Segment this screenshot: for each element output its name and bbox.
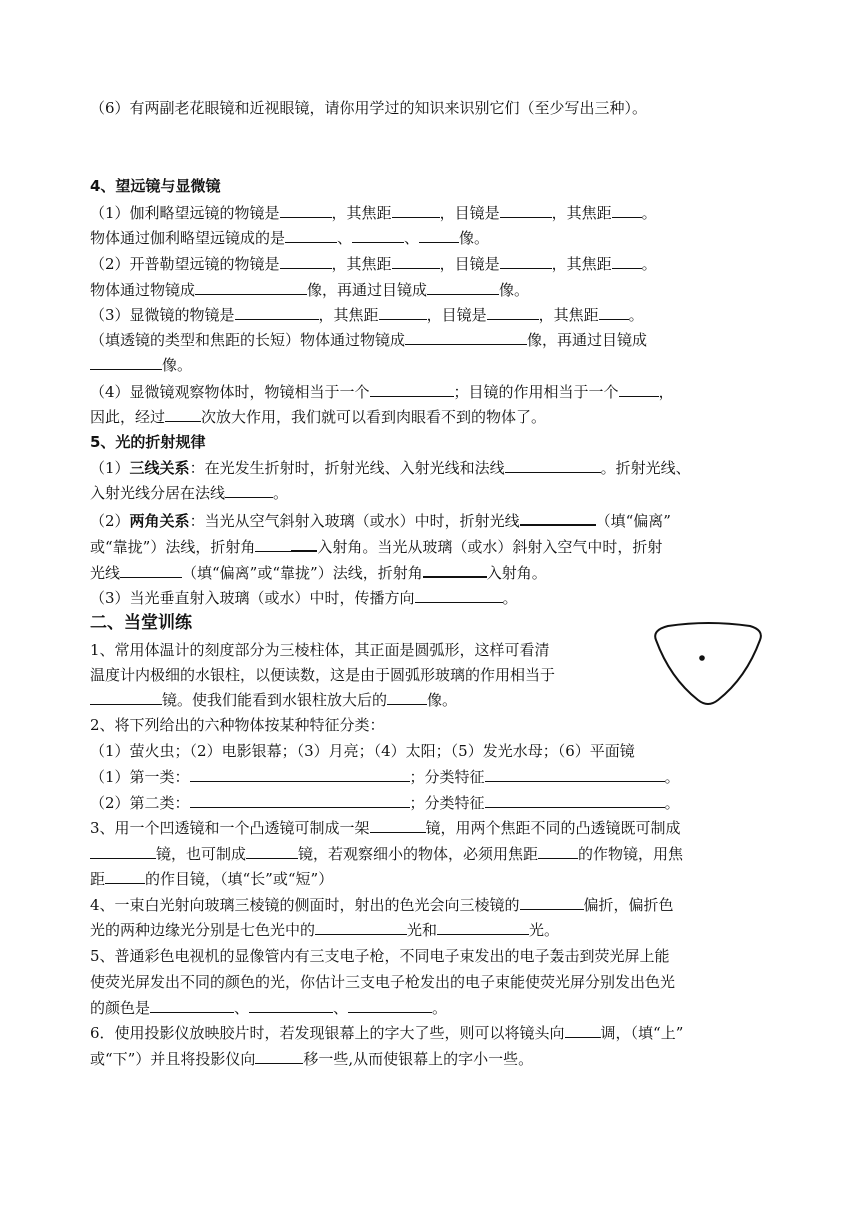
s5-line-3: （2）两角关系：当光从空气斜射入玻璃（或水）中时，折射光线 （填“偏离” <box>90 512 671 530</box>
t5-line-3: 的颜色是 、 、 。 <box>90 999 448 1017</box>
s4-line-8: （4）显微镜观察物体时，物镜相当于一个 ；目镜的作用相当于一个 ， <box>90 383 674 401</box>
t6-line-2: 或“下”）并且将投影仪向 移一些,从而使银幕上的字小一些。 <box>90 1050 534 1068</box>
t3-line-1: 3、用一个凹透镜和一个凸透镜可制成一架 镜，用两个焦距不同的凸透镜既可制成 <box>90 819 681 837</box>
t1-line-2: 温度计内极细的水银柱，以便读数，这是由于圆弧形玻璃的作用相当于 <box>90 666 556 684</box>
s4-line-7: 像。 <box>90 355 770 375</box>
t3-line-2: 镜，也可制成 镜，若观察细小的物体，必须用焦距 的作物镜，用焦 <box>90 844 770 864</box>
s4-line-6: （填透镜的类型和焦距的长短）物体通过物镜成 像，再通过目镜成 <box>90 331 648 349</box>
s4-line-9: 因此，经过 次放大作用，我们就可以看到肉眼看不到的物体了。 <box>90 408 547 426</box>
s4-line-3: （2）开普勒望远镜的物镜是 ，其焦距 ，目镜是 ，其焦距 。 <box>90 255 657 273</box>
t4-line-2: 光的两种边缘光分别是七色光中的 光和 光。 <box>90 921 560 939</box>
section-5-title: 5、光的折射规律 <box>90 433 206 451</box>
t5-line-1: 5、普通彩色电视机的显像管内有三支电子枪，不同电子束发出的电子轰击到荧光屏上能 <box>90 947 670 965</box>
t6-line-1: 6．使用投影仪放映胶片时，若发现银幕上的字大了些，则可以将镜头向 调，（填“上” <box>90 1024 684 1042</box>
t2-line-4: （2）第二类： ；分类特征 。 <box>90 794 680 812</box>
s4-line-1: （1）伽利略望远镜的物镜是 ，其焦距 ，目镜是 ，其焦距 。 <box>90 204 657 222</box>
s4-line-5: （3）显微镜的物镜是 ，其焦距 ，目镜是 ，其焦距 。 <box>90 306 644 324</box>
t1-line-3: 镜。使我们能看到水银柱放大后的 像。 <box>90 690 770 710</box>
t2-line-1: 2、将下列给出的六种物体按某种特征分类： <box>90 716 385 734</box>
s5-line-6: （3）当光垂直射入玻璃（或水）中时，传播方向 。 <box>90 589 518 607</box>
s5-line-5: 光线 （填“偏离”或“靠拢”）法线，折射角 入射角。 <box>90 564 547 582</box>
question-6: （6）有两副老花眼镜和近视眼镜，请你用学过的知识来识别它们（至少写出三种）。 <box>90 99 648 117</box>
t4-line-1: 4、一束白光射向玻璃三棱镜的侧面时，射出的色光会向三棱镜的 偏折，偏折色 <box>90 896 674 914</box>
s4-line-2: 物体通过伽利略望远镜成的是 、 、 像。 <box>90 229 490 247</box>
s5-line-2: 入射光线分居在法线 。 <box>90 484 289 502</box>
training-title: 二、当堂训练 <box>90 613 192 633</box>
t2-line-2: （1）萤火虫；（2）电影银幕；（3）月亮；（4）太阳；（5）发光水母；（6）平面镜 <box>90 742 635 760</box>
t5-line-2: 使荧光屏发出不同的颜色的光，你估计三支电子枪发出的电子束能使荧光屏分别发出色光 <box>90 973 676 991</box>
t2-line-3: （1）第一类： ；分类特征 。 <box>90 768 680 786</box>
section-4-title: 4、望远镜与显微镜 <box>90 177 221 195</box>
s4-line-4: 物体通过物镜成 像，再通过目镜成 像。 <box>90 281 530 299</box>
t3-line-3: 距 的作目镜，（填“长”或“短”） <box>90 870 334 888</box>
s5-line-1: （1）三线关系：在光发生折射时，折射光线、入射光线和法线 。折射光线、 <box>90 459 691 477</box>
t1-line-1: 1、常用体温计的刻度部分为三棱柱体，其正面是圆弧形，这样可看清 <box>90 641 550 659</box>
s5-line-4: 或“靠拢”）法线，折射角 入射角。当光从玻璃（或水）斜射入空气中时，折射 <box>90 538 663 556</box>
